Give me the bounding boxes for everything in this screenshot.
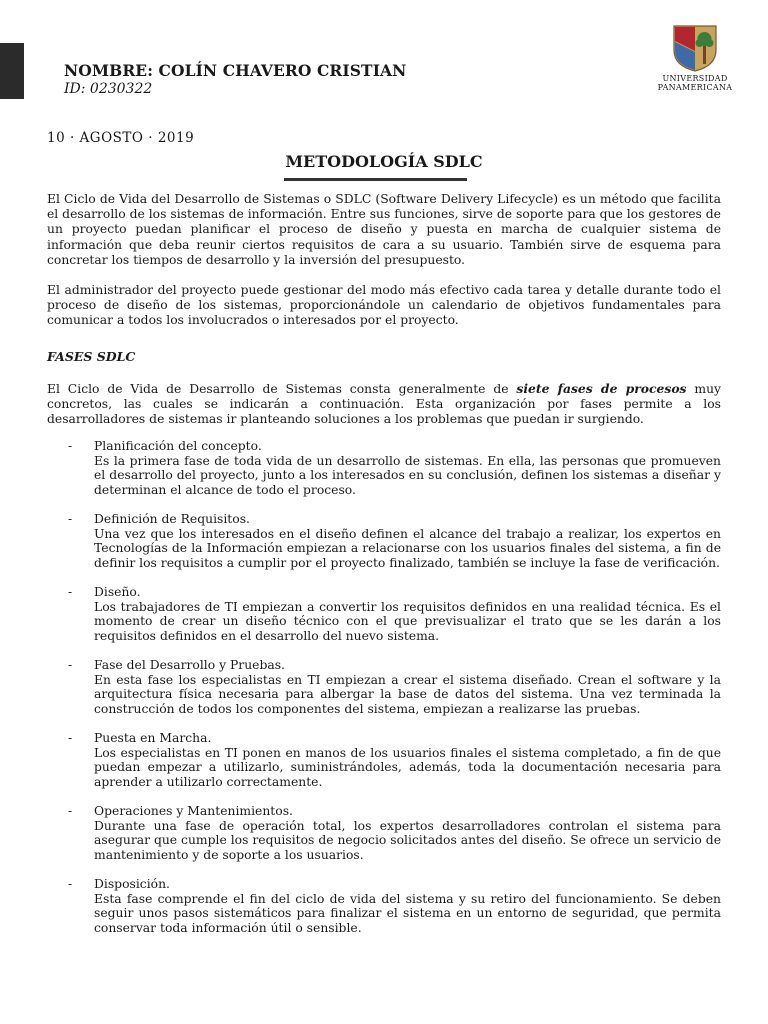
logo-text-line-2: PANAMERICANA [657, 83, 733, 92]
university-logo [648, 24, 742, 94]
student-id: ID: 0230322 [64, 81, 153, 97]
phase-title: Planificación del concepto. [94, 439, 262, 453]
phase-title: Fase del Desarrollo y Pruebas. [94, 658, 285, 672]
phase-title: Definición de Requisitos. [94, 512, 250, 526]
university-crest-icon [672, 24, 718, 72]
phases-intro-text-end: muy concretos, las cuales se indicarán a continuación. Esta organización por fases permite a los desarrolladores de sistemas ir planteando soluciones a los problemas que puedan ir surgiendo. [47, 382, 721, 427]
document-title: METODOLOGÍA SDLC [285, 152, 483, 171]
phase-title: Operaciones y Mantenimientos. [94, 804, 293, 818]
phase-description: Es la primera fase de toda vida de un desarrollo de sistemas. En ella, las personas que promueven el desarrollo del proyecto, junto a los interesados en su conclusión, definen los sistemas a diseñar y determinan el alcance de todo el proceso. [94, 454, 721, 497]
list-bullet: - [68, 439, 73, 453]
phases-intro-emphasis: siete fases de procesos [516, 381, 687, 396]
list-bullet: - [68, 585, 73, 599]
phases-intro-paragraph [47, 381, 721, 428]
phase-title: Disposición. [94, 877, 170, 891]
student-name: NOMBRE: COLÍN CHAVERO CRISTIAN [64, 61, 407, 80]
phase-description: Los trabajadores de TI empiezan a convertir los requisitos definidos en una realidad técnica. Es el momento de crear un diseño técnico con el que previsualizar el trato que se les darán a los requisitos definidos en el desarrollo del nuevo sistema. [94, 600, 721, 643]
list-bullet: - [68, 804, 73, 818]
phase-description: En esta fase los especialistas en TI empiezan a crear el sistema diseñado. Crean el software y la arquitectura física necesaria para albergar la base de datos del sistema. Una vez terminada la construcción de todos los componentes del sistema, empiezan a realizarse las pruebas. [94, 673, 721, 716]
phase-description: Durante una fase de operación total, los expertos desarrolladores controlan el sistema para asegurar que cumple los requisitos de negocio solicitados antes del diseño. Se ofrece un servicio de mantenimiento y de soporte a los usuarios. [94, 819, 721, 862]
phase-title: Diseño. [94, 585, 141, 599]
list-bullet: - [68, 731, 73, 745]
phase-description: Los especialistas en TI ponen en manos de los usuarios finales el sistema completado, a fin de que puedan empezar a utilizarlo, suministrándoles, además, toda la documentación necesaria para aprender a utilizarlo correctamente. [94, 746, 721, 789]
intro-paragraph-1: El Ciclo de Vida del Desarrollo de Sistemas o SDLC (Software Delivery Lifecycle) es un método que facilita el desarrollo de los sistemas de información. Entre sus funciones, sirve de soporte para que los gestores de un proyecto puedan planificar el proceso de diseño y puesta en marcha de cualquier sistema de información que deba reunir ciertos requisitos de cara a su usuario. También sirve de esquema para concretar los tiempos de desarrollo y la inversión del presupuesto. [47, 192, 721, 267]
phase-title: Puesta en Marcha. [94, 731, 212, 745]
phase-description: Una vez que los interesados en el diseño definen el alcance del trabajo a realizar, los expertos en Tecnologías de la Información empiezan a relacionarse con los usuarios finales del sistema, a fin de definir los requisitos a cumplir por el proyecto finalizado, también se incluye la fase de verificación. [94, 527, 721, 570]
list-bullet: - [68, 877, 73, 891]
phase-description: Esta fase comprende el fin del ciclo de vida del sistema y su retiro del funcionamiento. Se deben seguir unos pasos sistemáticos para finalizar el sistema en un entorno de seguridad, que permita conservar toda información útil o sensible. [94, 892, 721, 935]
list-bullet: - [68, 512, 73, 526]
list-bullet: - [68, 658, 73, 672]
side-tab-marker [0, 43, 24, 99]
title-underline [284, 178, 467, 181]
phases-section-title: FASES SDLC [47, 349, 136, 364]
document-date: 10 · AGOSTO · 2019 [47, 130, 195, 146]
intro-paragraph-2: El administrador del proyecto puede gestionar del modo más efectivo cada tarea y detalle durante todo el proceso de diseño de los sistemas, proporcionándole un calendario de objetivos fundamentales para comunicar a todos los involucrados o interesados por el proyecto. [47, 283, 721, 328]
phases-intro-text-start: El Ciclo de Vida de Desarrollo de Sistemas consta generalmente de [47, 382, 517, 396]
logo-text-line-1: UNIVERSIDAD [662, 74, 728, 83]
